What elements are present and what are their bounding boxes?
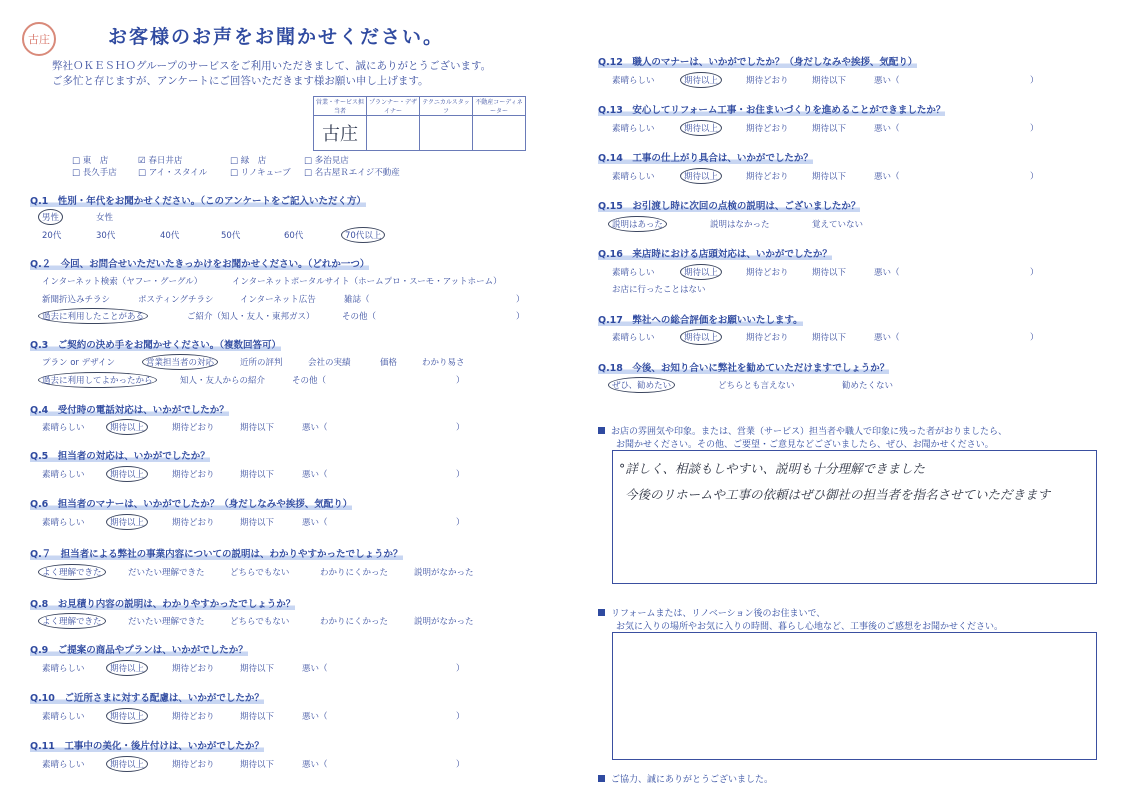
q6-as-expected[interactable]: 期待どおり	[172, 518, 215, 528]
q14-above[interactable]: 期待以上	[680, 168, 722, 184]
q16-title: Q.16 来店時における店頭対応は、いかがでしたか？	[598, 249, 832, 260]
q9-above[interactable]: 期待以上	[106, 660, 148, 676]
q7-no-explanation[interactable]: 説明がなかった	[414, 568, 474, 578]
q17-above[interactable]: 期待以上	[680, 329, 722, 345]
q3-sales-staff[interactable]: 営業担当者の対応	[142, 354, 218, 370]
q4-bad-close: ）	[456, 423, 465, 433]
q14-title: Q.14 工事の仕上がり具合は、いかがでしたか？	[598, 153, 813, 164]
q6-below[interactable]: 期待以下	[240, 518, 275, 528]
q18-neutral[interactable]: どちらとも言えない	[718, 381, 795, 391]
q1-age-50s[interactable]: 50代	[221, 231, 241, 241]
q9-title: Q.9 ご提案の商品やプランは、いかがでしたか？	[30, 645, 248, 656]
q8-understood-well[interactable]: よく理解できた	[38, 613, 106, 629]
bullet-square-icon	[598, 775, 605, 782]
q16-excellent[interactable]: 素晴らしい	[612, 268, 655, 278]
q11-as-expected[interactable]: 期待どおり	[172, 760, 215, 770]
staff-cell-technical[interactable]	[420, 116, 473, 151]
q14-bad-close: ）	[1030, 172, 1039, 182]
q2-magazine[interactable]: 雑誌（	[344, 295, 370, 305]
q1-gender-female[interactable]: 女性	[96, 213, 114, 223]
q1-title: Q.1 性別・年代をお聞かせください。（このアンケートをご記入いただく方）	[30, 196, 366, 207]
q12-below[interactable]: 期待以下	[812, 76, 847, 86]
bullet-square-icon	[598, 427, 605, 434]
handwritten-staff-name: 古庄	[322, 124, 358, 145]
q18-no[interactable]: 勧めたくない	[842, 381, 894, 391]
q14-bad[interactable]: 悪い（	[874, 172, 900, 182]
q3-past-good[interactable]: 過去に利用してよかったから	[38, 372, 157, 388]
q5-above[interactable]: 期待以上	[106, 466, 148, 482]
q13-bad[interactable]: 悪い（	[874, 124, 900, 134]
q11-bad-close: ）	[456, 760, 465, 770]
q10-above[interactable]: 期待以上	[106, 708, 148, 724]
store-nagakute-checkbox[interactable]: □ 長久手店	[72, 168, 117, 178]
q5-bad-close: ）	[456, 470, 465, 480]
intro-line-1: 弊社ＯＫＥＳＨＯグループのサービスをご利用いただきまして、誠にありがとうございます。	[52, 60, 492, 72]
q8-title: Q.8 お見積り内容の説明は、わかりやすかったでしょうか？	[30, 599, 296, 610]
q17-bad[interactable]: 悪い（	[874, 333, 900, 343]
q2-other-close: ）	[516, 312, 525, 322]
q1-age-40s[interactable]: 40代	[160, 231, 180, 241]
comment1-box[interactable]	[612, 450, 1097, 584]
q9-excellent[interactable]: 素晴らしい	[42, 664, 85, 674]
q7-hard[interactable]: わかりにくかった	[320, 568, 389, 578]
q3-plan-design[interactable]: プラン or デザイン	[42, 358, 116, 368]
page-title: お客様のお声をお聞かせください。	[108, 26, 445, 48]
store-kasugai-checkbox[interactable]: ☑ 春日井店	[138, 156, 183, 166]
q3-track-record[interactable]: 会社の実績	[308, 358, 351, 368]
q11-excellent[interactable]: 素晴らしい	[42, 760, 85, 770]
staff-cell-realestate[interactable]	[473, 116, 526, 151]
footer-thanks: ご協力、誠にありがとうございました。	[598, 772, 773, 785]
staff-cell-sales[interactable]	[314, 116, 367, 151]
q11-title: Q.11 工事中の美化・後片付けは、いかがでしたか？	[30, 741, 264, 752]
q15-not-explained[interactable]: 説明はなかった	[710, 220, 770, 230]
q16-below[interactable]: 期待以下	[812, 268, 847, 278]
comment2-prompt-line2: お気に入りの場所やお気に入りの時間、暮らし心地など、工事後のご感想をお聞かせください。	[616, 622, 1004, 632]
q2-magazine-close: ）	[516, 295, 525, 305]
intro-line-2: ご多忙と存じますが、アンケートにご回答いただきます様お願い申し上げます。	[52, 75, 429, 87]
q5-title: Q.5 担当者の対応は、いかがでしたか？	[30, 451, 210, 462]
q10-title: Q.10 ご近所さまに対する配慮は、いかがでしたか？	[30, 693, 264, 704]
comment1-handwriting-line2: 今後のリホームや工事の依頼はぜひ御社の担当者を指名させていただきます	[625, 487, 1051, 502]
q10-excellent[interactable]: 素晴らしい	[42, 712, 85, 722]
q7-title: Q.７ 担当者による弊社の事業内容についての説明は、わかりやすかったでしょうか？	[30, 549, 403, 560]
q3-clarity[interactable]: わかり易さ	[422, 358, 465, 368]
q9-bad-close: ）	[456, 664, 465, 674]
q10-below[interactable]: 期待以下	[240, 712, 275, 722]
staff-table	[313, 96, 526, 151]
q18-definitely[interactable]: ぜひ、勧めたい	[608, 377, 675, 393]
store-midori-checkbox[interactable]: □ 緑 店	[230, 156, 267, 166]
q4-bad[interactable]: 悪い（	[302, 423, 328, 433]
store-renocube-checkbox[interactable]: □ リノキューブ	[230, 168, 291, 178]
q15-explained[interactable]: 説明はあった	[608, 216, 667, 232]
q11-below[interactable]: 期待以下	[240, 760, 275, 770]
q13-above[interactable]: 期待以上	[680, 120, 722, 136]
q13-below[interactable]: 期待以下	[812, 124, 847, 134]
q2-internet-search[interactable]: インターネット検索（ヤフー・グーグル）	[42, 277, 203, 287]
q8-mostly-understood[interactable]: だいたい理解できた	[128, 617, 205, 627]
q18-title: Q.18 今後、お知り合いに弊社を勧めていただけますでしょうか？	[598, 363, 890, 374]
q1-age-60s[interactable]: 60代	[284, 231, 304, 241]
q3-title: Q.3 ご契約の決め手をお聞かせください。（複数回答可）	[30, 340, 282, 351]
q4-above[interactable]: 期待以上	[106, 419, 148, 435]
q13-title: Q.13 安心してリフォーム工事・お住まいづくりを進めることができましたか？	[598, 105, 946, 116]
q8-no-explanation[interactable]: 説明がなかった	[414, 617, 474, 627]
q3-other[interactable]: その他（	[292, 376, 327, 386]
q15-title: Q.15 お引渡し時に次回の点検の説明は、ございましたか？	[598, 201, 861, 212]
q16-bad-close: ）	[1030, 268, 1039, 278]
comment1-prompt-line2: お聞かせください。その他、ご要望・ご意見などございましたら、ぜひ、お聞かせください。	[616, 440, 994, 450]
q17-below[interactable]: 期待以下	[812, 333, 847, 343]
q6-above[interactable]: 期待以上	[106, 514, 148, 530]
q12-above[interactable]: 期待以上	[680, 72, 722, 88]
q17-bad-close: ）	[1030, 333, 1039, 343]
q3-price[interactable]: 価格	[380, 358, 398, 368]
q10-bad-close: ）	[456, 712, 465, 722]
q8-hard[interactable]: わかりにくかった	[320, 617, 389, 627]
store-istyle-checkbox[interactable]: □ アイ・スタイル	[138, 168, 208, 178]
comment1-handwriting-line1: °詳しく、相談もしやすい、説明も十分理解できました	[619, 461, 926, 476]
q4-excellent[interactable]: 素晴らしい	[42, 423, 85, 433]
q10-bad[interactable]: 悪い（	[302, 712, 328, 722]
q2-title: Q.２ 今回、お問合せいただいたきっかけをお聞かせください。（どれか一つ）	[30, 259, 370, 270]
q8-neutral[interactable]: どちらでもない	[230, 617, 290, 627]
staff-header-realestate: 不動産コーディネーター	[473, 97, 526, 116]
q16-as-expected[interactable]: 期待どおり	[746, 268, 789, 278]
q13-excellent[interactable]: 素晴らしい	[612, 124, 655, 134]
staff-header-sales: 営業・サービス担当者	[314, 97, 367, 116]
q16-bad[interactable]: 悪い（	[874, 268, 900, 278]
q10-as-expected[interactable]: 期待どおり	[172, 712, 215, 722]
q12-bad-close: ）	[1030, 76, 1039, 86]
q12-as-expected[interactable]: 期待どおり	[746, 76, 789, 86]
q3-reputation[interactable]: 近所の評判	[240, 358, 283, 368]
q15-dont-remember[interactable]: 覚えていない	[812, 220, 864, 230]
store-rage-checkbox[interactable]: □ 名古屋Ｒエイジ不動産	[304, 168, 400, 178]
q6-bad[interactable]: 悪い（	[302, 518, 328, 528]
q1-gender-male[interactable]: 男性	[38, 209, 63, 225]
q11-bad[interactable]: 悪い（	[302, 760, 328, 770]
q6-title: Q.6 担当者のマナーは、いかがでしたか？（身だしなみや挨拶、気配り）	[30, 499, 353, 510]
q2-internet-ad[interactable]: インターネット広告	[240, 295, 316, 305]
seal-stamp: 古庄	[22, 22, 56, 56]
q14-below[interactable]: 期待以下	[812, 172, 847, 182]
store-higashi-checkbox[interactable]: □ 東 店	[72, 156, 109, 166]
comment2-box[interactable]	[612, 632, 1097, 760]
q5-below[interactable]: 期待以下	[240, 470, 275, 480]
q5-bad[interactable]: 悪い（	[302, 470, 328, 480]
q4-title: Q.4 受付時の電話対応は、いかがでしたか？	[30, 405, 229, 416]
q2-referral[interactable]: ご紹介（知人・友人・東邦ガス）	[187, 312, 315, 322]
q1-age-20s[interactable]: 20代	[42, 231, 62, 241]
staff-header-technical: テクニカルスタッフ	[420, 97, 473, 116]
bullet-square-icon	[598, 609, 605, 616]
q2-portal-site[interactable]: インターネットポータルサイト（ホームプロ・スーモ・アットホーム）	[232, 277, 502, 287]
q2-past-use[interactable]: 過去に利用したことがある	[38, 308, 148, 324]
q12-bad[interactable]: 悪い（	[874, 76, 900, 86]
q9-as-expected[interactable]: 期待どおり	[172, 664, 215, 674]
store-tajimi-checkbox[interactable]: □ 多治見店	[304, 156, 349, 166]
q1-age-70s-plus[interactable]: 70代以上	[341, 227, 385, 243]
comment2-prompt-line1: リフォームまたは、リノベーション後のお住まいで、	[598, 606, 825, 619]
q4-as-expected[interactable]: 期待どおり	[172, 423, 215, 433]
q6-bad-close: ）	[456, 518, 465, 528]
q17-as-expected[interactable]: 期待どおり	[746, 333, 789, 343]
q7-neutral[interactable]: どちらでもない	[230, 568, 290, 578]
staff-cell-planner[interactable]	[367, 116, 420, 151]
q7-mostly-understood[interactable]: だいたい理解できた	[128, 568, 205, 578]
q4-below[interactable]: 期待以下	[240, 423, 275, 433]
q5-excellent[interactable]: 素晴らしい	[42, 470, 85, 480]
q13-bad-close: ）	[1030, 124, 1039, 134]
q11-above[interactable]: 期待以上	[106, 756, 148, 772]
q12-excellent[interactable]: 素晴らしい	[612, 76, 655, 86]
q5-as-expected[interactable]: 期待どおり	[172, 470, 215, 480]
q7-understood-well[interactable]: よく理解できた	[38, 564, 106, 580]
staff-header-planner: プランナー・デザイナー	[367, 97, 420, 116]
q14-excellent[interactable]: 素晴らしい	[612, 172, 655, 182]
comment1-prompt-line1: お店の雰囲気や印象。または、営業（サービス）担当者や職人で印象に残った者がおりましたら、	[598, 424, 1007, 437]
q3-referral[interactable]: 知人・友人からの紹介	[180, 376, 266, 386]
q2-newspaper-flyer[interactable]: 新聞折込みチラシ	[42, 295, 111, 305]
q14-as-expected[interactable]: 期待どおり	[746, 172, 789, 182]
q1-age-30s[interactable]: 30代	[96, 231, 116, 241]
q9-bad[interactable]: 悪い（	[302, 664, 328, 674]
q6-excellent[interactable]: 素晴らしい	[42, 518, 85, 528]
q2-posting-flyer[interactable]: ポスティングチラシ	[138, 295, 214, 305]
q2-other[interactable]: その他（	[342, 312, 377, 322]
q17-title: Q.17 弊社への総合評価をお願いいたします。	[598, 315, 803, 326]
q12-title: Q.12 職人のマナーは、いかがでしたか？（身だしなみや挨拶、気配り）	[598, 57, 918, 68]
q9-below[interactable]: 期待以下	[240, 664, 275, 674]
q3-other-close: ）	[456, 376, 465, 386]
q17-excellent[interactable]: 素晴らしい	[612, 333, 655, 343]
q16-never-visited[interactable]: お店に行ったことはない	[612, 285, 706, 295]
q13-as-expected[interactable]: 期待どおり	[746, 124, 789, 134]
q16-above[interactable]: 期待以上	[680, 264, 722, 280]
